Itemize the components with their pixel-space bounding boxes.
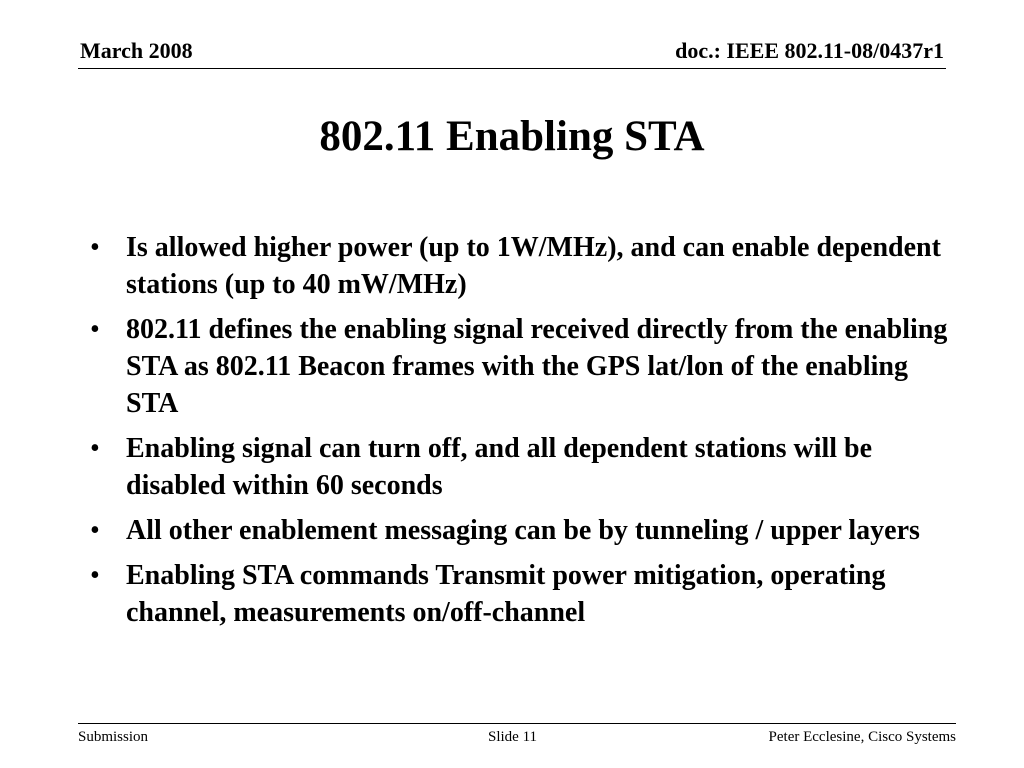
header-divider — [78, 68, 946, 69]
bullet-text: Is allowed higher power (up to 1W/MHz), and can enable dependent stations (up to 40 mW/MHz) — [126, 232, 941, 300]
bullet-icon: • — [90, 433, 100, 464]
header-date: March 2008 — [80, 38, 193, 63]
footer-slide-number: Slide 11 — [488, 729, 538, 745]
bullet-text: Enabling signal can turn off, and all dependent stations will be disabled within 60 seconds — [126, 433, 873, 501]
bullet-item — [90, 311, 950, 422]
footer-author: Peter Ecclesine, Cisco Systems — [768, 729, 956, 745]
bullet-icon: • — [90, 560, 100, 591]
footer-submission: Submission — [78, 729, 149, 745]
bullet-item — [90, 430, 950, 504]
footer-divider — [78, 723, 956, 724]
header-doc-id: doc.: IEEE 802.11-08/0437r1 — [675, 38, 944, 63]
bullet-item — [90, 229, 950, 303]
bullet-text: 802.11 defines the enabling signal received directly from the enabling STA as 802.11 Beacon frames with the GPS lat/lon of the enabling STA — [126, 314, 948, 419]
bullet-text: All other enablement messaging can be by tunneling / upper layers — [126, 515, 920, 546]
bullet-icon: • — [90, 515, 100, 546]
bullet-item — [90, 557, 950, 631]
bullet-item — [90, 512, 950, 549]
bullet-list — [90, 229, 950, 639]
slide-title: 802.11 Enabling STA — [319, 113, 705, 160]
bullet-text: Enabling STA commands Transmit power mitigation, operating channel, measurements on/off-channel — [126, 560, 886, 628]
bullet-icon: • — [90, 314, 100, 345]
bullet-icon: • — [90, 232, 100, 263]
